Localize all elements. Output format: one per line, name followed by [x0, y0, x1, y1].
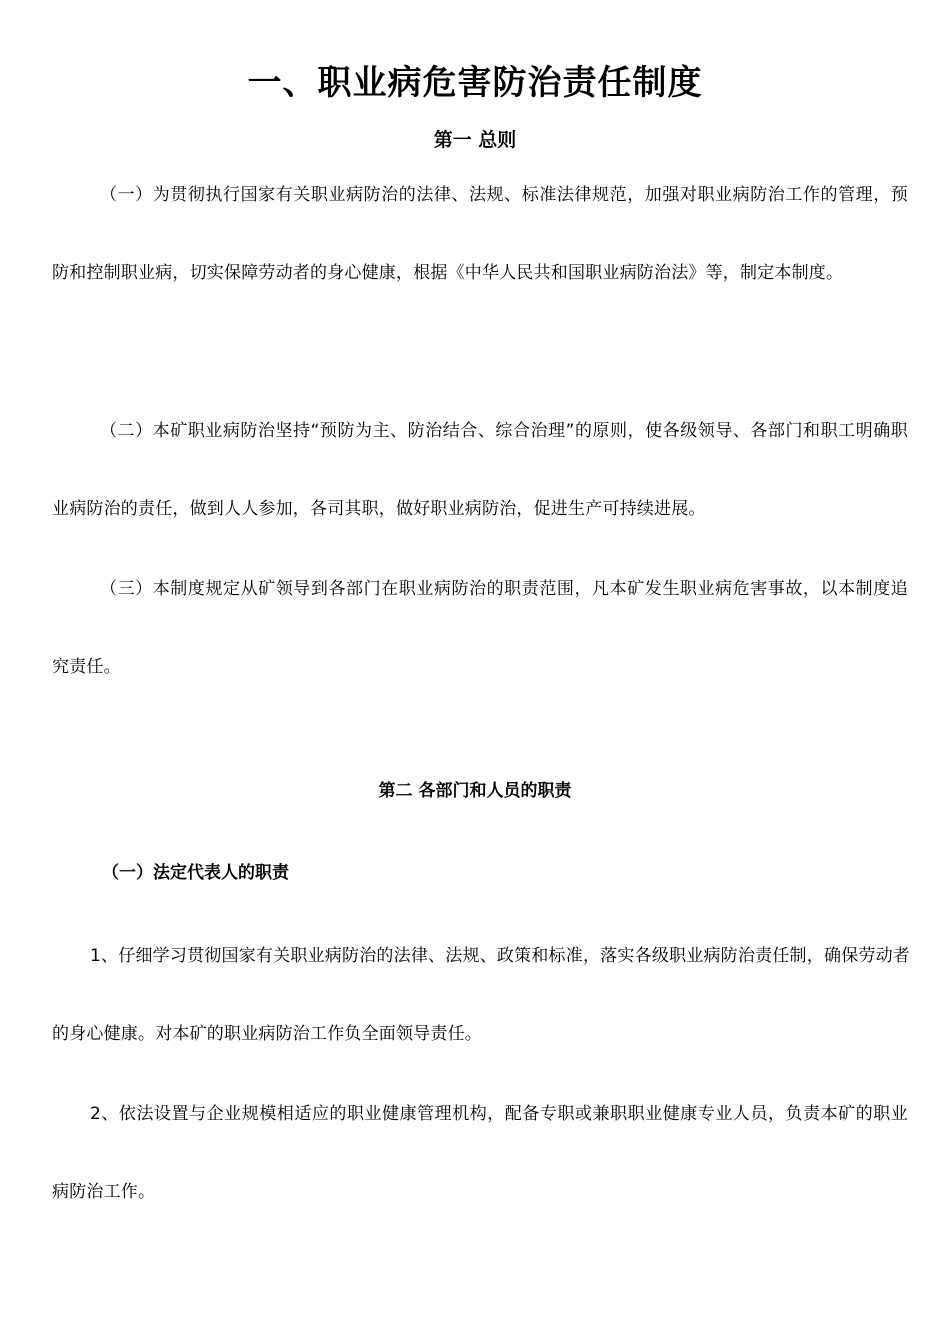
- paragraph-2: （二）本矿职业病防治坚持“预防为主、防治结合、综合治理”的原则，使各级领导、各部门和职工明确职业病防治的责任，做到人人参加，各司其职，做好职业病防治，促进生产可持续进展。: [52, 421, 908, 519]
- paragraph-1: （一）为贯彻执行国家有关职业病防治的法律、法规、标准法律规范，加强对职业病防治工作的管理，预防和控制职业病，切实保障劳动者的身心健康，根据《中华人民共和国职业病防治法》等，制定本制度。: [52, 185, 908, 283]
- list-item-1: 1、仔细学习贯彻国家有关职业病防治的法律、法规、政策和标准，落实各级职业病防治责任制，确保劳动者的身心健康。对本矿的职业病防治工作负全面领导责任。: [52, 946, 910, 1044]
- subheading-legal-representative: （一）法定代表人的职责: [102, 863, 289, 883]
- list-item-2: 2、依法设置与企业规模相适应的职业健康管理机构，配备专职或兼职职业健康专业人员，负责本矿的职业病防治工作。: [52, 1104, 908, 1202]
- document-title: 一、职业病危害防治责任制度: [247, 63, 703, 103]
- paragraph-3: （三）本制度规定从矿领导到各部门在职业病防治的职责范围，凡本矿发生职业病危害事故，以本制度追究责任。: [52, 579, 908, 677]
- section-heading-general: 第一 总则: [433, 129, 517, 151]
- section-heading-responsibilities: 第二 各部门和人员的职责: [378, 781, 572, 801]
